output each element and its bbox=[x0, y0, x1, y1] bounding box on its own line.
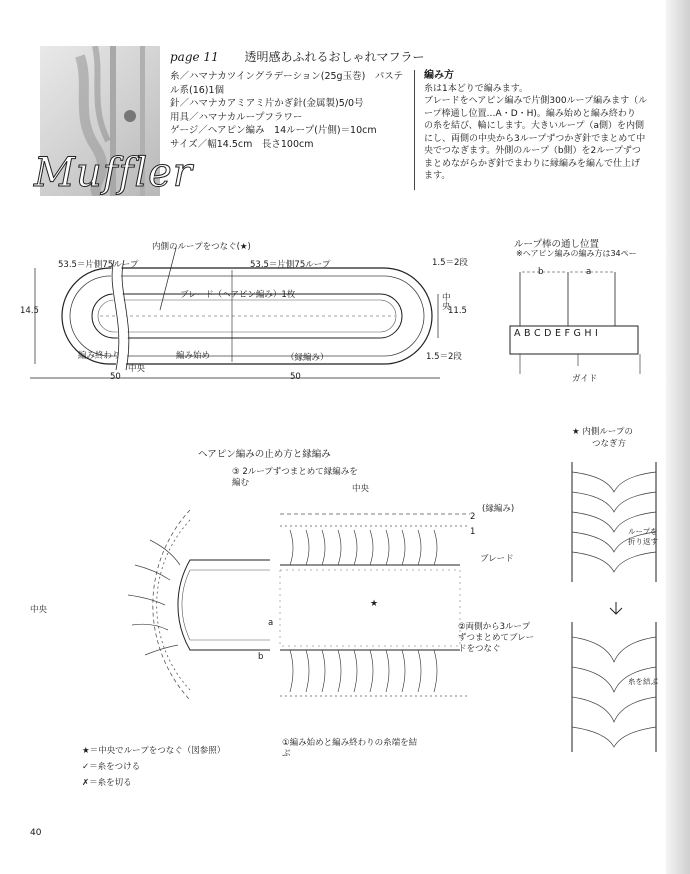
hook-line: 針／ハマナカアミアミ片かぎ針(金属製)5/0号 bbox=[170, 98, 364, 109]
method-line: ープ棒通し位置…A・D・H)。編み始めと編み終わり bbox=[424, 108, 636, 119]
loopbar-note: ※ヘアピン編みの編み方は34ペー bbox=[516, 249, 637, 258]
note-3: ③ 2ループずつまとめて縁編みを編む bbox=[232, 467, 358, 488]
center-label: 中央 bbox=[128, 364, 146, 374]
size-line: サイズ／幅14.5cm 長さ100cm bbox=[170, 138, 314, 150]
inner-join-title: ★ 内側ループの bbox=[572, 427, 633, 437]
loopbar-diagram bbox=[500, 262, 660, 382]
inner-join-title2: つなぎ方 bbox=[592, 439, 627, 449]
braid-label-v: ブレード bbox=[480, 554, 514, 564]
letter-g: G bbox=[573, 328, 581, 339]
muffler-title: Muffler bbox=[34, 150, 193, 196]
attach-icon: ✓ bbox=[82, 762, 90, 772]
method-heading: 編み方 bbox=[424, 70, 454, 81]
legend-star: ★＝中央でループをつなぐ（図参照） bbox=[82, 746, 226, 756]
rows-top: 1.5＝2段 bbox=[432, 258, 468, 268]
row-2: 2 bbox=[470, 512, 476, 522]
center-vertical: 中央 bbox=[442, 293, 451, 312]
tool-line: 用具／ハマナカループフラワー bbox=[170, 111, 303, 123]
row-1: 1 bbox=[470, 527, 476, 537]
loopbar-letters bbox=[514, 328, 598, 339]
materials-block bbox=[170, 70, 410, 151]
gauge-line: ゲージ／ヘアピン編み 14ループ(片側)＝10cm bbox=[170, 125, 377, 136]
page-edge bbox=[666, 0, 690, 874]
pattern-title: 透明感あふれるおしゃれマフラー bbox=[244, 50, 425, 64]
inner-join-diagram bbox=[566, 462, 666, 762]
note-2: ②両側から3ループずつまとめてブレードをつなぐ bbox=[458, 622, 535, 654]
page-number: 40 bbox=[30, 828, 42, 838]
guide-label: ガイド bbox=[572, 374, 598, 384]
finish-a: a bbox=[268, 618, 274, 628]
finish-title: ヘアピン編みの止め方と縁編み bbox=[198, 449, 331, 460]
braid-label: ブレード（ヘアピン編み）1枚 bbox=[180, 290, 296, 300]
page-header bbox=[170, 48, 425, 65]
yarn-line: 糸／ハマナカツイングラデーション(25g玉巻) パステル系(16)1個 bbox=[170, 71, 404, 96]
letter-c: C bbox=[534, 328, 541, 339]
letter-a: A bbox=[514, 328, 521, 339]
center-top: 中央 bbox=[352, 484, 370, 494]
right-dim: 53.5＝片側75ループ bbox=[250, 260, 331, 270]
loopbar-a: a bbox=[586, 267, 592, 277]
legend-attach: ✓＝糸をつける bbox=[82, 762, 141, 772]
letter-f: F bbox=[564, 328, 570, 339]
cut-icon: ✗ bbox=[82, 778, 90, 788]
height-right: 11.5 bbox=[448, 306, 467, 316]
letter-d: D bbox=[544, 328, 552, 339]
divider bbox=[414, 70, 415, 190]
method-line: ブレードをヘアピン編みで片側300ループ編みます（ル bbox=[424, 96, 648, 106]
method-line: にし、両側の中央から3ループずつかぎ針でまとめて中 bbox=[424, 133, 646, 144]
note-1: ①編み始めと編み終わりの糸端を結ぶ bbox=[282, 738, 418, 759]
edge-label-v: (縁編み) bbox=[482, 504, 515, 514]
edge-label: （縁編み） bbox=[286, 353, 329, 363]
height-left: 14.5 bbox=[20, 306, 39, 316]
width-right: 50 bbox=[290, 372, 301, 382]
left-dim: 53.5＝片側75ループ bbox=[58, 260, 139, 270]
legend-cut: ✗＝糸を切る bbox=[82, 778, 132, 788]
letter-e: E bbox=[555, 328, 562, 339]
method-line: 糸は1本どりで編みます。 bbox=[424, 83, 529, 94]
method-line: の糸を結び、輪にします。大きいループ（a側）を内側 bbox=[424, 121, 644, 131]
loopbar-title: ループ棒の通し位置 bbox=[514, 239, 600, 250]
method-line: まとめながらかぎ針でまわりに縁編みを編んで仕上げ bbox=[424, 158, 641, 169]
knot-label: 糸を結ぶ bbox=[628, 677, 658, 686]
letter-h: H bbox=[584, 328, 592, 339]
end-label: 編み終わり bbox=[78, 351, 121, 361]
rows-bottom: 1.5＝2段 bbox=[426, 352, 462, 362]
method-block bbox=[424, 70, 660, 183]
star-label: 内側のループをつなぐ(★) bbox=[152, 242, 251, 252]
loopbar-b: b bbox=[538, 267, 544, 277]
letter-b: B bbox=[524, 328, 531, 339]
center-left: 中央 bbox=[30, 605, 48, 615]
fold-label: ループを bbox=[628, 527, 658, 536]
svg-text:★: ★ bbox=[370, 599, 379, 609]
letter-i: I bbox=[595, 328, 598, 339]
width-left: 50 bbox=[110, 372, 121, 382]
method-line: 央でつなぎます。外側のループ（b側）を2ループずつ bbox=[424, 146, 641, 156]
method-line: ます。 bbox=[424, 171, 451, 181]
page-label: page 11 bbox=[170, 50, 219, 64]
finishing-diagram bbox=[40, 470, 500, 730]
finish-b: b bbox=[258, 652, 264, 662]
scarf-diagram bbox=[0, 230, 480, 400]
fold-label2: 折り返す bbox=[628, 537, 658, 546]
start-label: 編み始め bbox=[176, 351, 211, 361]
